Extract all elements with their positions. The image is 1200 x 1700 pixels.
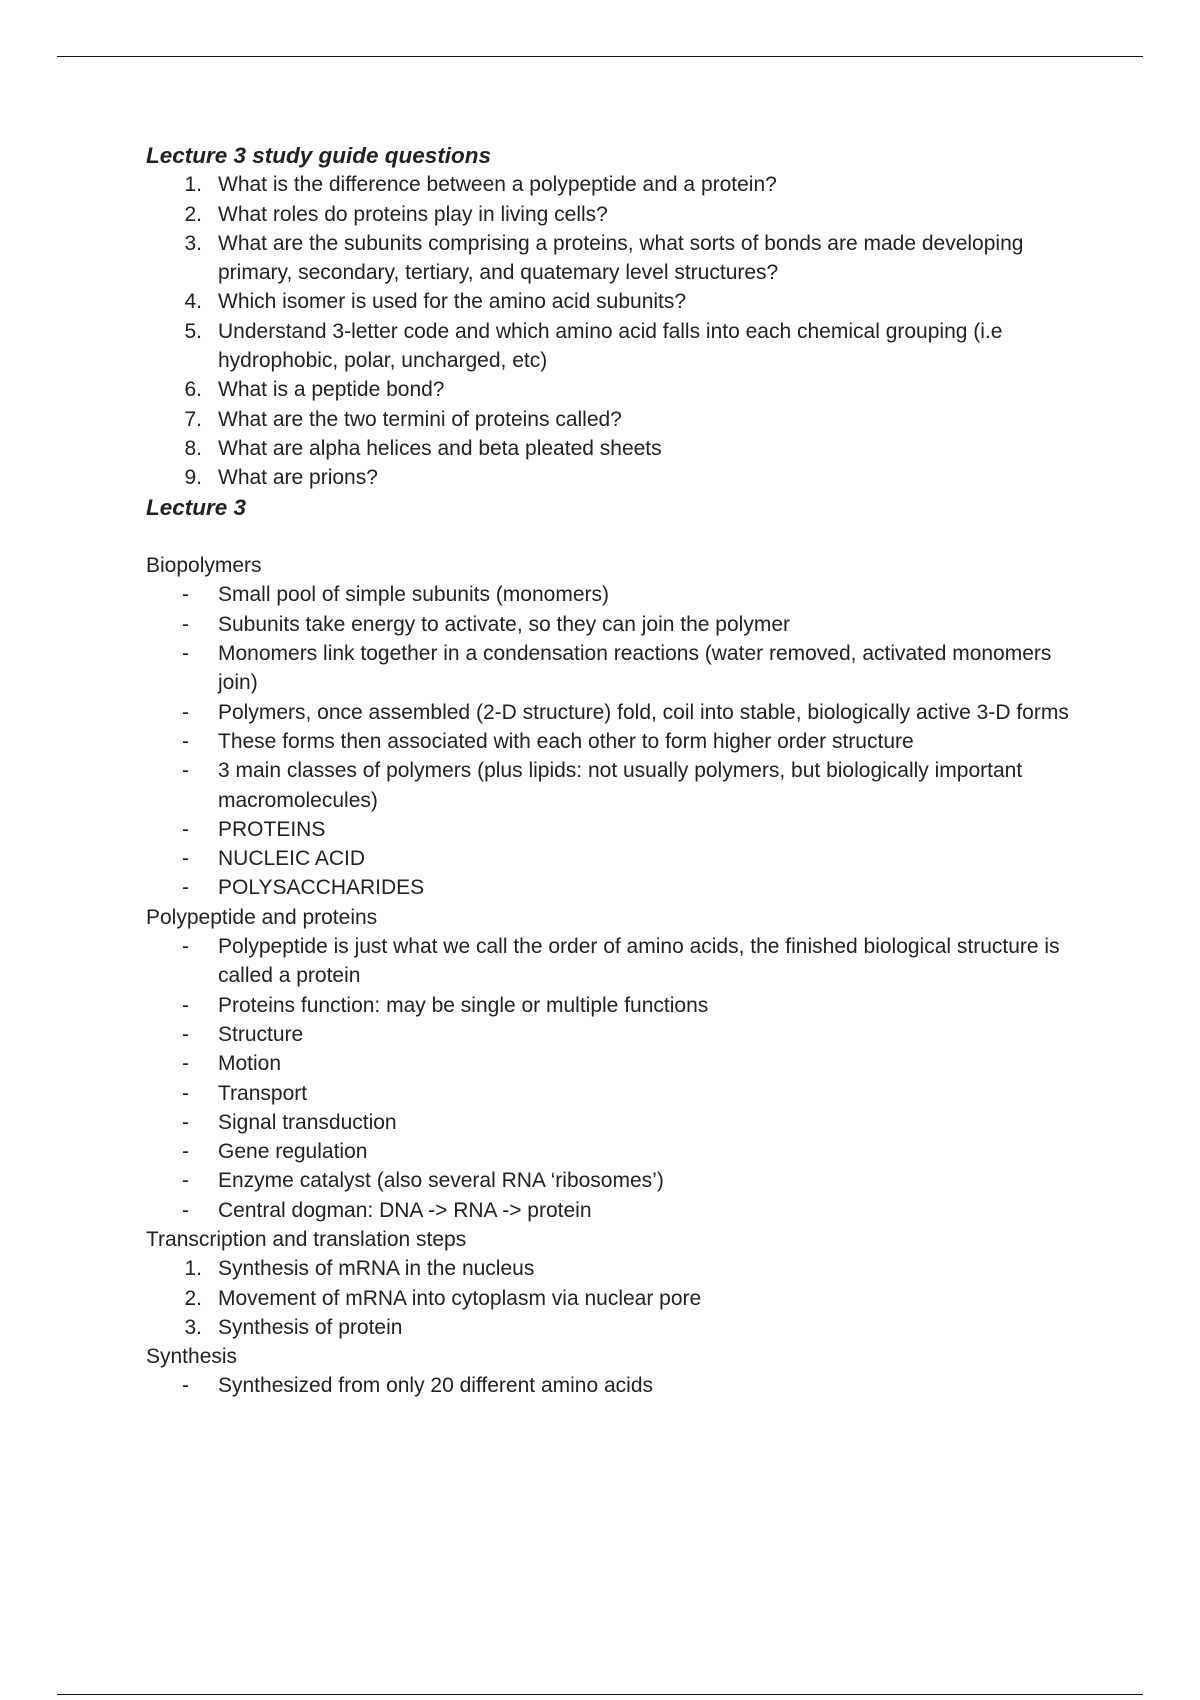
- dash-bullet: -: [182, 1022, 189, 1046]
- dash-bullet: -: [182, 1110, 189, 1134]
- dash-bullet: -: [182, 729, 189, 753]
- list-item: 2. Movement of mRNA into cytoplasm via nuclear pore: [184, 1286, 702, 1310]
- dash-bullet: -: [182, 876, 189, 900]
- synthesis-label: Synthesis: [146, 1345, 238, 1369]
- list-item: - Gene regulation: [146, 1137, 1096, 1166]
- polypeptide-list: [146, 932, 1096, 1225]
- study-question: 4. Which isomer is used for the amino acid subunits?: [184, 290, 687, 314]
- dash-bullet: -: [182, 1081, 189, 1105]
- transcription-list: [146, 1254, 1096, 1342]
- transcription-label: Transcription and translation steps: [146, 1227, 467, 1251]
- list-item: - Central dogman: DNA -> RNA -> protein: [146, 1196, 1096, 1225]
- list-item: - Polypeptide is just what we call the order of amino acids, the finished biological structure is called a protein: [146, 932, 1096, 991]
- study-question: 2. What roles do proteins play in living cells?: [184, 202, 608, 226]
- list-item: - Monomers link together in a condensation reactions (water removed, activated monomers join): [146, 639, 1096, 698]
- biopolymers-label: Biopolymers: [146, 554, 262, 578]
- list-item: - Proteins function: may be single or multiple functions: [146, 991, 1096, 1020]
- dash-bullet: -: [182, 612, 189, 636]
- study-question: 1. What is the difference between a polypeptide and a protein?: [184, 173, 777, 197]
- list-item: - 3 main classes of polymers (plus lipids: not usually polymers, but biologically important macromolecules): [146, 756, 1096, 815]
- footer-rule: [57, 1694, 1143, 1695]
- study-question: 3. What are the subunits comprising a proteins, what sorts of bonds are made developing primary, secondary, tertiary, and quatemary level structures?: [184, 231, 1024, 285]
- dash-bullet: -: [182, 1374, 189, 1398]
- document-body: [146, 141, 1096, 1401]
- study-guide-list: [146, 170, 1096, 492]
- list-item: - Enzyme catalyst (also several RNA ‘ribosomes’): [146, 1166, 1096, 1195]
- polypeptide-label: Polypeptide and proteins: [146, 905, 378, 929]
- study-question: 7. What are the two termini of proteins called?: [184, 407, 622, 431]
- dash-bullet: -: [182, 1169, 189, 1193]
- list-item: - Structure: [146, 1020, 1096, 1049]
- dash-bullet: -: [182, 993, 189, 1017]
- dash-bullet: -: [182, 759, 189, 783]
- dash-bullet: -: [182, 700, 189, 724]
- list-item: - Motion: [146, 1049, 1096, 1078]
- list-item: - Subunits take energy to activate, so they can join the polymer: [146, 610, 1096, 639]
- list-item: - PROTEINS: [146, 815, 1096, 844]
- study-guide-heading: Lecture 3 study guide questions: [146, 143, 492, 168]
- biopolymers-list: [146, 580, 1096, 902]
- dash-bullet: -: [182, 1140, 189, 1164]
- dash-bullet: -: [182, 817, 189, 841]
- lecture-heading: Lecture 3: [146, 494, 247, 520]
- dash-bullet: -: [182, 935, 189, 959]
- dash-bullet: -: [182, 1052, 189, 1076]
- study-question: 6. What is a peptide bond?: [184, 378, 445, 402]
- list-item: 1. Synthesis of mRNA in the nucleus: [184, 1257, 535, 1281]
- study-question: 8. What are alpha helices and beta pleated sheets: [184, 436, 662, 460]
- dash-bullet: -: [182, 847, 189, 871]
- dash-bullet: -: [182, 1198, 189, 1222]
- list-item: - These forms then associated with each other to form higher order structure: [146, 727, 1096, 756]
- header-rule: [57, 56, 1143, 57]
- study-question: 9. What are prions?: [184, 466, 378, 490]
- synthesis-list: [146, 1371, 1096, 1400]
- study-question: 5. Understand 3-letter code and which amino acid falls into each chemical grouping (i.e hydrophobic, polar, uncharged, etc): [184, 319, 1003, 373]
- list-item: - Polymers, once assembled (2-D structure) fold, coil into stable, biologically active 3-D forms: [146, 698, 1096, 727]
- list-item: 3. Synthesis of protein: [184, 1315, 403, 1339]
- dash-bullet: -: [182, 583, 189, 607]
- list-item: - Transport: [146, 1079, 1096, 1108]
- list-item: - POLYSACCHARIDES: [146, 873, 1096, 902]
- list-item: - NUCLEIC ACID: [146, 844, 1096, 873]
- list-item: - Signal transduction: [146, 1108, 1096, 1137]
- list-item: - Small pool of simple subunits (monomers): [146, 580, 1096, 609]
- dash-bullet: -: [182, 642, 189, 666]
- list-item: - Synthesized from only 20 different amino acids: [146, 1371, 1096, 1400]
